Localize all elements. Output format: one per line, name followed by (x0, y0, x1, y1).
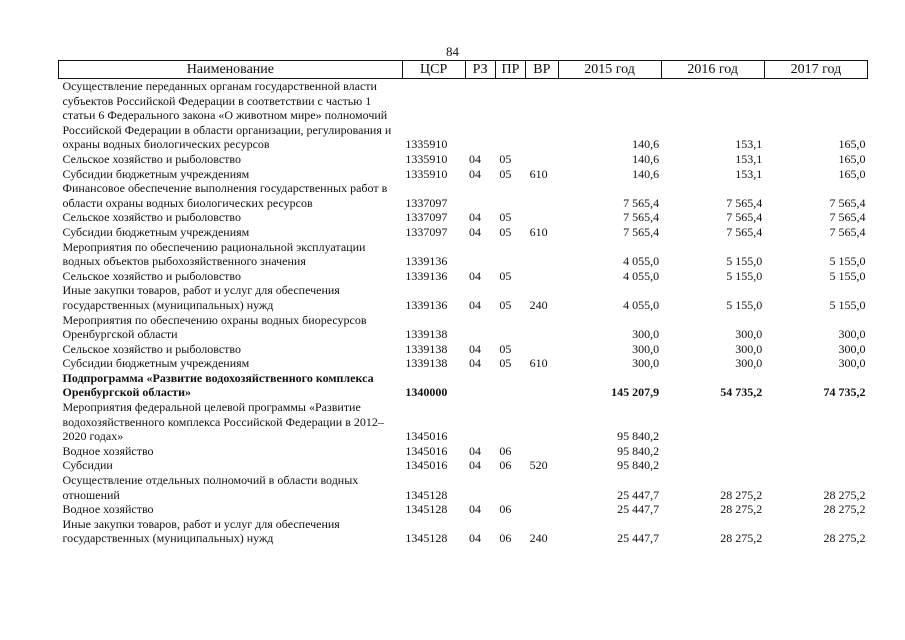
row-csr: 1337097 (405, 210, 448, 225)
row-value-2017: 28 275,2 (823, 502, 866, 517)
row-csr: 1345128 (405, 531, 448, 546)
row-pr (495, 400, 525, 444)
row-value-2017: 7 565,4 (829, 224, 866, 239)
table-row (59, 240, 868, 269)
row-value-2017: 5 155,0 (829, 254, 866, 269)
row-rz (465, 313, 495, 342)
row-value-2017: 74 735,2 (823, 385, 866, 400)
row-value-2016: 300,0 (735, 341, 763, 356)
row-vr (526, 444, 558, 459)
row-pr: 05 (499, 297, 512, 312)
row-value-2015: 140,6 (632, 166, 660, 181)
row-name: Мероприятия по обеспечению охраны водных биоресурсов Оренбургской области (62, 312, 367, 342)
row-vr: 610 (529, 356, 548, 371)
row-pr: 06 (499, 458, 512, 473)
row-pr (495, 473, 525, 502)
header-vr: ВР (526, 61, 558, 79)
row-vr (526, 181, 558, 210)
row-rz: 04 (469, 458, 481, 473)
row-value-2017 (764, 400, 867, 444)
table-body (59, 79, 868, 547)
row-vr (526, 371, 558, 400)
row-value-2016: 300,0 (735, 327, 763, 342)
row-csr: 1340000 (405, 385, 448, 400)
row-value-2015: 300,0 (632, 327, 660, 342)
row-csr: 1339138 (405, 356, 448, 371)
row-value-2016: 7 565,4 (726, 210, 763, 225)
row-value-2016: 28 275,2 (720, 531, 763, 546)
table-row (59, 283, 868, 312)
row-csr: 1337097 (405, 224, 448, 239)
row-pr: 05 (499, 341, 512, 356)
row-value-2017: 5 155,0 (829, 297, 866, 312)
row-value-2015: 145 207,9 (611, 385, 660, 400)
row-value-2015: 140,6 (632, 137, 660, 152)
row-rz: 04 (469, 502, 481, 517)
row-rz: 04 (469, 531, 481, 546)
row-name: Иные закупки товаров, работ и услуг для обеспечения государственных (муниципальных) нужд (62, 516, 340, 546)
row-value-2016 (661, 444, 764, 459)
row-name: Сельское хозяйство и рыболовство (62, 151, 242, 166)
row-value-2016: 7 565,4 (726, 195, 763, 210)
row-value-2017 (764, 444, 867, 459)
row-value-2017: 300,0 (838, 341, 866, 356)
row-value-2016: 5 155,0 (726, 268, 763, 283)
row-value-2016: 54 735,2 (720, 385, 763, 400)
row-value-2015: 300,0 (632, 356, 660, 371)
row-value-2016: 5 155,0 (726, 297, 763, 312)
row-value-2015: 25 447,7 (617, 502, 660, 517)
table-row (59, 313, 868, 342)
row-rz: 04 (469, 166, 481, 181)
row-value-2017: 28 275,2 (823, 531, 866, 546)
row-csr: 1335910 (405, 151, 448, 166)
table-row (59, 517, 868, 546)
row-value-2016: 28 275,2 (720, 487, 763, 502)
row-vr: 240 (529, 297, 548, 312)
row-value-2016: 300,0 (735, 356, 763, 371)
row-value-2015: 7 565,4 (623, 210, 660, 225)
table-row (59, 167, 868, 182)
row-rz: 04 (469, 210, 481, 225)
row-value-2016: 153,1 (735, 166, 763, 181)
row-csr: 1337097 (405, 195, 448, 210)
row-name: Водное хозяйство (62, 502, 154, 517)
row-name: Подпрограмма «Развитие водохозяйственного комплекса Оренбургской области» (62, 370, 374, 400)
table-row (59, 181, 868, 210)
row-value-2015: 25 447,7 (617, 531, 660, 546)
row-name: Осуществление переданных органам государственной власти субъектов Российской Федерации в соответствии с частью 1 статьи 6 Федерального закона «О животном мире» полномочий Российской Федерации в области организации, регулирования и охраны водных биологических ресурсов (62, 79, 392, 152)
row-csr: 1339136 (405, 297, 448, 312)
row-rz (465, 181, 495, 210)
row-value-2015: 95 840,2 (617, 458, 660, 473)
table-row (59, 269, 868, 284)
row-csr: 1339138 (405, 341, 448, 356)
row-vr (526, 400, 558, 444)
row-value-2016: 28 275,2 (720, 502, 763, 517)
row-pr: 05 (499, 166, 512, 181)
table-header-row (59, 61, 868, 79)
row-csr: 1339138 (405, 327, 448, 342)
row-csr: 1345016 (405, 458, 448, 473)
row-vr (526, 240, 558, 269)
row-value-2015: 7 565,4 (623, 195, 660, 210)
header-2016: 2016 год (661, 61, 764, 79)
row-pr: 05 (499, 224, 512, 239)
row-pr: 05 (499, 210, 512, 225)
row-value-2017: 165,0 (838, 137, 866, 152)
row-name: Мероприятия по обеспечению рациональной эксплуатации водных объектов рыбохозяйственного значения (62, 239, 366, 269)
row-vr (526, 502, 558, 517)
row-value-2017 (764, 458, 867, 473)
row-value-2015: 25 447,7 (617, 487, 660, 502)
row-value-2015: 4 055,0 (623, 254, 660, 269)
row-csr: 1339136 (405, 268, 448, 283)
row-value-2017: 7 565,4 (829, 195, 866, 210)
table-row (59, 225, 868, 240)
header-rz: РЗ (465, 61, 495, 79)
row-value-2015: 7 565,4 (623, 224, 660, 239)
row-vr: 610 (529, 166, 548, 181)
row-vr (526, 473, 558, 502)
row-name: Иные закупки товаров, работ и услуг для обеспечения государственных (муниципальных) нужд (62, 283, 340, 312)
table-row (59, 79, 868, 152)
header-2015: 2015 год (558, 61, 661, 79)
table-row (59, 210, 868, 225)
header-name: Наименование (59, 61, 403, 79)
row-name: Субсидии бюджетным учреждениям (62, 166, 250, 181)
row-value-2017: 165,0 (838, 151, 866, 166)
table-row (59, 371, 868, 400)
row-csr: 1345016 (405, 429, 448, 444)
row-pr (495, 240, 525, 269)
row-pr (495, 79, 525, 152)
row-rz (465, 400, 495, 444)
row-value-2015: 4 055,0 (623, 297, 660, 312)
row-value-2017: 5 155,0 (829, 268, 866, 283)
row-vr: 240 (529, 531, 548, 546)
page-number: 84 (446, 44, 459, 59)
row-rz (465, 473, 495, 502)
row-csr: 1345128 (405, 487, 448, 502)
row-pr: 05 (499, 151, 512, 166)
row-rz (465, 79, 495, 152)
row-name: Мероприятия федеральной целевой программы «Развитие водохозяйственного комплекса Российской Федерации в 2012–2020 годах» (62, 400, 384, 444)
row-csr: 1345128 (405, 502, 448, 517)
row-value-2017: 7 565,4 (829, 210, 866, 225)
row-vr (526, 269, 558, 284)
row-rz (465, 240, 495, 269)
row-rz: 04 (469, 356, 481, 371)
row-pr (495, 181, 525, 210)
row-rz: 04 (469, 297, 481, 312)
table-row (59, 356, 868, 371)
row-name: Финансовое обеспечение выполнения государственных работ в области охраны водных биологических ресурсов (62, 181, 388, 210)
row-csr: 1345016 (405, 443, 448, 458)
row-pr: 05 (499, 356, 512, 371)
row-name: Сельское хозяйство и рыболовство (62, 341, 242, 356)
row-value-2016: 153,1 (735, 151, 763, 166)
row-value-2016 (661, 458, 764, 473)
row-value-2016: 153,1 (735, 137, 763, 152)
row-name: Осуществление отдельных полномочий в области водных отношений (62, 473, 359, 502)
row-name: Сельское хозяйство и рыболовство (62, 268, 242, 283)
row-rz (465, 371, 495, 400)
row-rz: 04 (469, 443, 481, 458)
row-pr: 06 (499, 531, 512, 546)
header-2017: 2017 год (764, 61, 867, 79)
row-vr (526, 210, 558, 225)
header-pr: ПР (495, 61, 525, 79)
table-row (59, 473, 868, 502)
table-row (59, 152, 868, 167)
row-value-2017: 28 275,2 (823, 487, 866, 502)
table-row (59, 342, 868, 357)
row-value-2016: 7 565,4 (726, 224, 763, 239)
table-row (59, 444, 868, 459)
row-value-2017: 165,0 (838, 166, 866, 181)
budget-table (58, 60, 868, 546)
row-vr: 610 (529, 224, 548, 239)
row-value-2015: 95 840,2 (617, 443, 660, 458)
row-rz: 04 (469, 151, 481, 166)
row-value-2016 (661, 400, 764, 444)
row-name: Субсидии бюджетным учреждениям (62, 224, 250, 239)
row-name: Сельское хозяйство и рыболовство (62, 210, 242, 225)
row-csr: 1335910 (405, 137, 448, 152)
row-name: Субсидии бюджетным учреждениям (62, 356, 250, 371)
row-vr (526, 152, 558, 167)
row-name: Субсидии (62, 458, 113, 473)
row-vr (526, 79, 558, 152)
row-value-2017: 300,0 (838, 356, 866, 371)
row-pr: 05 (499, 268, 512, 283)
row-name: Водное хозяйство (62, 443, 154, 458)
row-pr (495, 313, 525, 342)
row-vr (526, 342, 558, 357)
row-pr: 06 (499, 443, 512, 458)
row-vr (526, 313, 558, 342)
row-value-2015: 95 840,2 (617, 429, 660, 444)
row-value-2015: 4 055,0 (623, 268, 660, 283)
row-value-2016: 5 155,0 (726, 254, 763, 269)
row-rz: 04 (469, 268, 481, 283)
table-row (59, 400, 868, 444)
row-value-2015: 300,0 (632, 341, 660, 356)
row-csr: 1335910 (405, 166, 448, 181)
row-rz: 04 (469, 341, 481, 356)
header-csr: ЦСР (402, 61, 465, 79)
table-row (59, 502, 868, 517)
row-value-2017: 300,0 (838, 327, 866, 342)
row-rz: 04 (469, 224, 481, 239)
row-pr: 06 (499, 502, 512, 517)
row-value-2015: 140,6 (632, 151, 660, 166)
table-row (59, 458, 868, 473)
row-csr: 1339136 (405, 254, 448, 269)
row-pr (495, 371, 525, 400)
row-vr: 520 (529, 458, 548, 473)
